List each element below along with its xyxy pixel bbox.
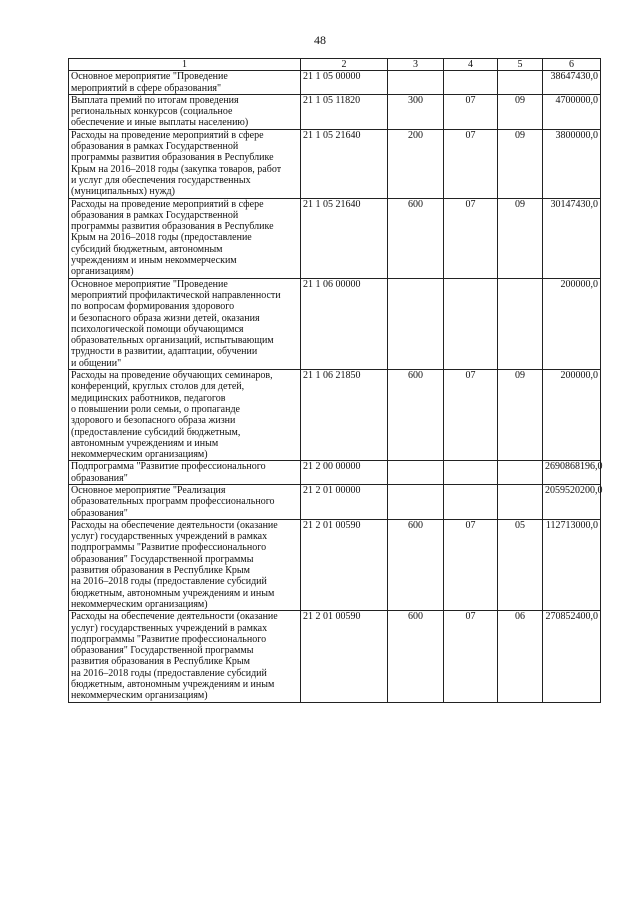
description-line: организациям) [71,266,134,278]
row-target-code: 21 1 05 00000 [301,71,388,95]
description-line: образования" [71,472,128,484]
row-target-code: 21 2 01 00000 [301,484,388,519]
row-amount: 112713000,0 [543,519,601,610]
row-expense-type [388,461,444,485]
budget-table [68,58,601,703]
description-line: услуг) государственных учреждений в рамках [71,622,268,634]
table-row [69,484,601,519]
row-description [69,278,301,369]
row-subsection: 09 [498,370,543,461]
row-subsection [498,71,543,95]
description-line: обеспечение и иные выплаты населению) [71,117,249,129]
row-description [69,370,301,461]
row-target-code: 21 2 01 00590 [301,519,388,610]
column-header-6: 6 [543,59,601,71]
row-description [69,129,301,198]
row-subsection [498,278,543,369]
description-line: Основное мероприятие "Проведение [71,71,228,83]
row-section [444,461,498,485]
description-line: учреждениям и иным некоммерческим [71,255,237,267]
row-subsection [498,484,543,519]
row-section [444,278,498,369]
description-line: (муниципальных) нужд) [71,186,175,198]
table-row [69,129,601,198]
row-expense-type: 600 [388,611,444,702]
description-line: бюджетным, автономным учреждениям и иным [71,679,275,691]
description-line: некоммерческим организациям) [71,449,208,461]
description-line: Основное мероприятие "Реализация [71,484,226,496]
description-line: образования в рамках Государственной [71,141,239,153]
row-section: 07 [444,198,498,278]
description-line: некоммерческим организациям) [71,690,208,702]
row-description [69,71,301,95]
description-line: подпрограммы "Развитие профессионального [71,633,267,645]
description-line: на 2016–2018 годы (предоставление субсидий [71,576,267,588]
table-row [69,198,601,278]
row-expense-type [388,484,444,519]
description-line: психологической помощи обучающимся [71,323,244,335]
row-expense-type: 600 [388,519,444,610]
row-expense-type: 200 [388,129,444,198]
row-amount: 200000,0 [543,370,601,461]
column-header-2: 2 [301,59,388,71]
description-line: Расходы на проведение обучающих семинаров, [71,370,273,382]
row-target-code: 21 2 01 00590 [301,611,388,702]
column-header-1: 1 [69,59,301,71]
description-line: на 2016–2018 годы (предоставление субсидий [71,667,267,679]
description-line: субсидий бюджетным, автономным [71,243,223,255]
page-number: 48 [314,33,326,47]
row-target-code: 21 1 05 21640 [301,129,388,198]
row-amount: 38647430,0 [543,71,601,95]
row-section: 07 [444,94,498,129]
description-line: программы развития образования в Республике [71,152,274,164]
description-line: и общении" [71,357,122,369]
row-section [444,484,498,519]
description-line: здорового и безопасного образа жизни [71,415,236,427]
table-body [69,71,601,702]
description-line: подпрограммы "Развитие профессионального [71,542,267,554]
description-line: образования в рамках Государственной [71,209,239,221]
row-expense-type: 600 [388,370,444,461]
description-line: образовательных программ профессионального [71,496,275,508]
description-line: мероприятий профилактической направленности [71,289,281,301]
row-expense-type [388,278,444,369]
description-line: и безопасного образа жизни детей, оказания [71,312,260,324]
description-line: региональных конкурсов (социальное [71,106,233,118]
table-row [69,461,601,485]
row-section: 07 [444,611,498,702]
row-description [69,94,301,129]
column-header-4: 4 [444,59,498,71]
column-header-3: 3 [388,59,444,71]
row-amount: 200000,0 [543,278,601,369]
row-expense-type [388,71,444,95]
row-subsection: 05 [498,519,543,610]
row-description [69,198,301,278]
row-target-code: 21 1 06 00000 [301,278,388,369]
row-description [69,611,301,702]
description-line: Основное мероприятие "Проведение [71,278,228,290]
row-subsection: 09 [498,94,543,129]
description-line: развития образования в Республике Крым [71,565,250,577]
table-row [69,94,601,129]
row-target-code: 21 2 00 00000 [301,461,388,485]
description-line: автономным учреждениям и иным [71,437,219,449]
description-line: некоммерческим организациям) [71,598,208,610]
description-line: услуг) государственных учреждений в рамках [71,531,268,543]
row-expense-type: 300 [388,94,444,129]
description-line: Расходы на проведение мероприятий в сфере [71,129,264,141]
description-line: Расходы на обеспечение деятельности (оказание [71,611,278,623]
description-line: (предоставление субсидий бюджетным, [71,426,241,438]
description-line: конференций, круглых столов для детей, [71,381,245,393]
row-amount: 2690868196,0 [543,461,601,485]
description-line: Расходы на обеспечение деятельности (оказание [71,519,278,531]
description-line: Подпрограмма "Развитие профессионального [71,461,266,473]
row-subsection: 09 [498,198,543,278]
row-expense-type: 600 [388,198,444,278]
table-row [69,71,601,95]
description-line: образования" [71,507,128,519]
row-target-code: 21 1 06 21850 [301,370,388,461]
row-target-code: 21 1 05 11820 [301,94,388,129]
table-row [69,370,601,461]
description-line: Крым на 2016–2018 годы (предоставление [71,232,252,244]
description-line: мероприятий в сфере образования" [71,82,222,94]
description-line: и услуг для обеспечения государственных [71,174,251,186]
row-subsection: 06 [498,611,543,702]
row-description [69,519,301,610]
table-header-row [69,59,601,71]
description-line: медицинских работников, педагогов [71,392,226,404]
description-line: Крым на 2016–2018 годы (закупка товаров, работ [71,163,282,175]
description-line: образования" Государственной программы [71,553,254,565]
table-row [69,611,601,702]
description-line: бюджетным, автономным учреждениям и иным [71,587,275,599]
description-line: развития образования в Республике Крым [71,656,250,668]
column-header-5: 5 [498,59,543,71]
row-amount: 30147430,0 [543,198,601,278]
row-amount: 270852400,0 [543,611,601,702]
description-line: по вопросам формирования здорового [71,301,235,313]
row-section: 07 [444,519,498,610]
description-line: о повышении роли семьи, о пропаганде [71,403,240,415]
table-row [69,278,601,369]
row-subsection [498,461,543,485]
row-section: 07 [444,129,498,198]
description-line: образования" Государственной программы [71,645,254,657]
description-line: образовательных организаций, испытывающим [71,335,274,347]
row-amount: 2059520200,0 [543,484,601,519]
table-row [69,519,601,610]
row-subsection: 09 [498,129,543,198]
row-target-code: 21 1 05 21640 [301,198,388,278]
row-description [69,461,301,485]
row-section [444,71,498,95]
description-line: трудности в развитии, адаптации, обучении [71,346,258,358]
description-line: Выплата премий по итогам проведения [71,94,239,106]
row-section: 07 [444,370,498,461]
row-amount: 4700000,0 [543,94,601,129]
row-description [69,484,301,519]
row-amount: 3800000,0 [543,129,601,198]
description-line: Расходы на проведение мероприятий в сфере [71,198,264,210]
description-line: программы развития образования в Республике [71,221,274,233]
